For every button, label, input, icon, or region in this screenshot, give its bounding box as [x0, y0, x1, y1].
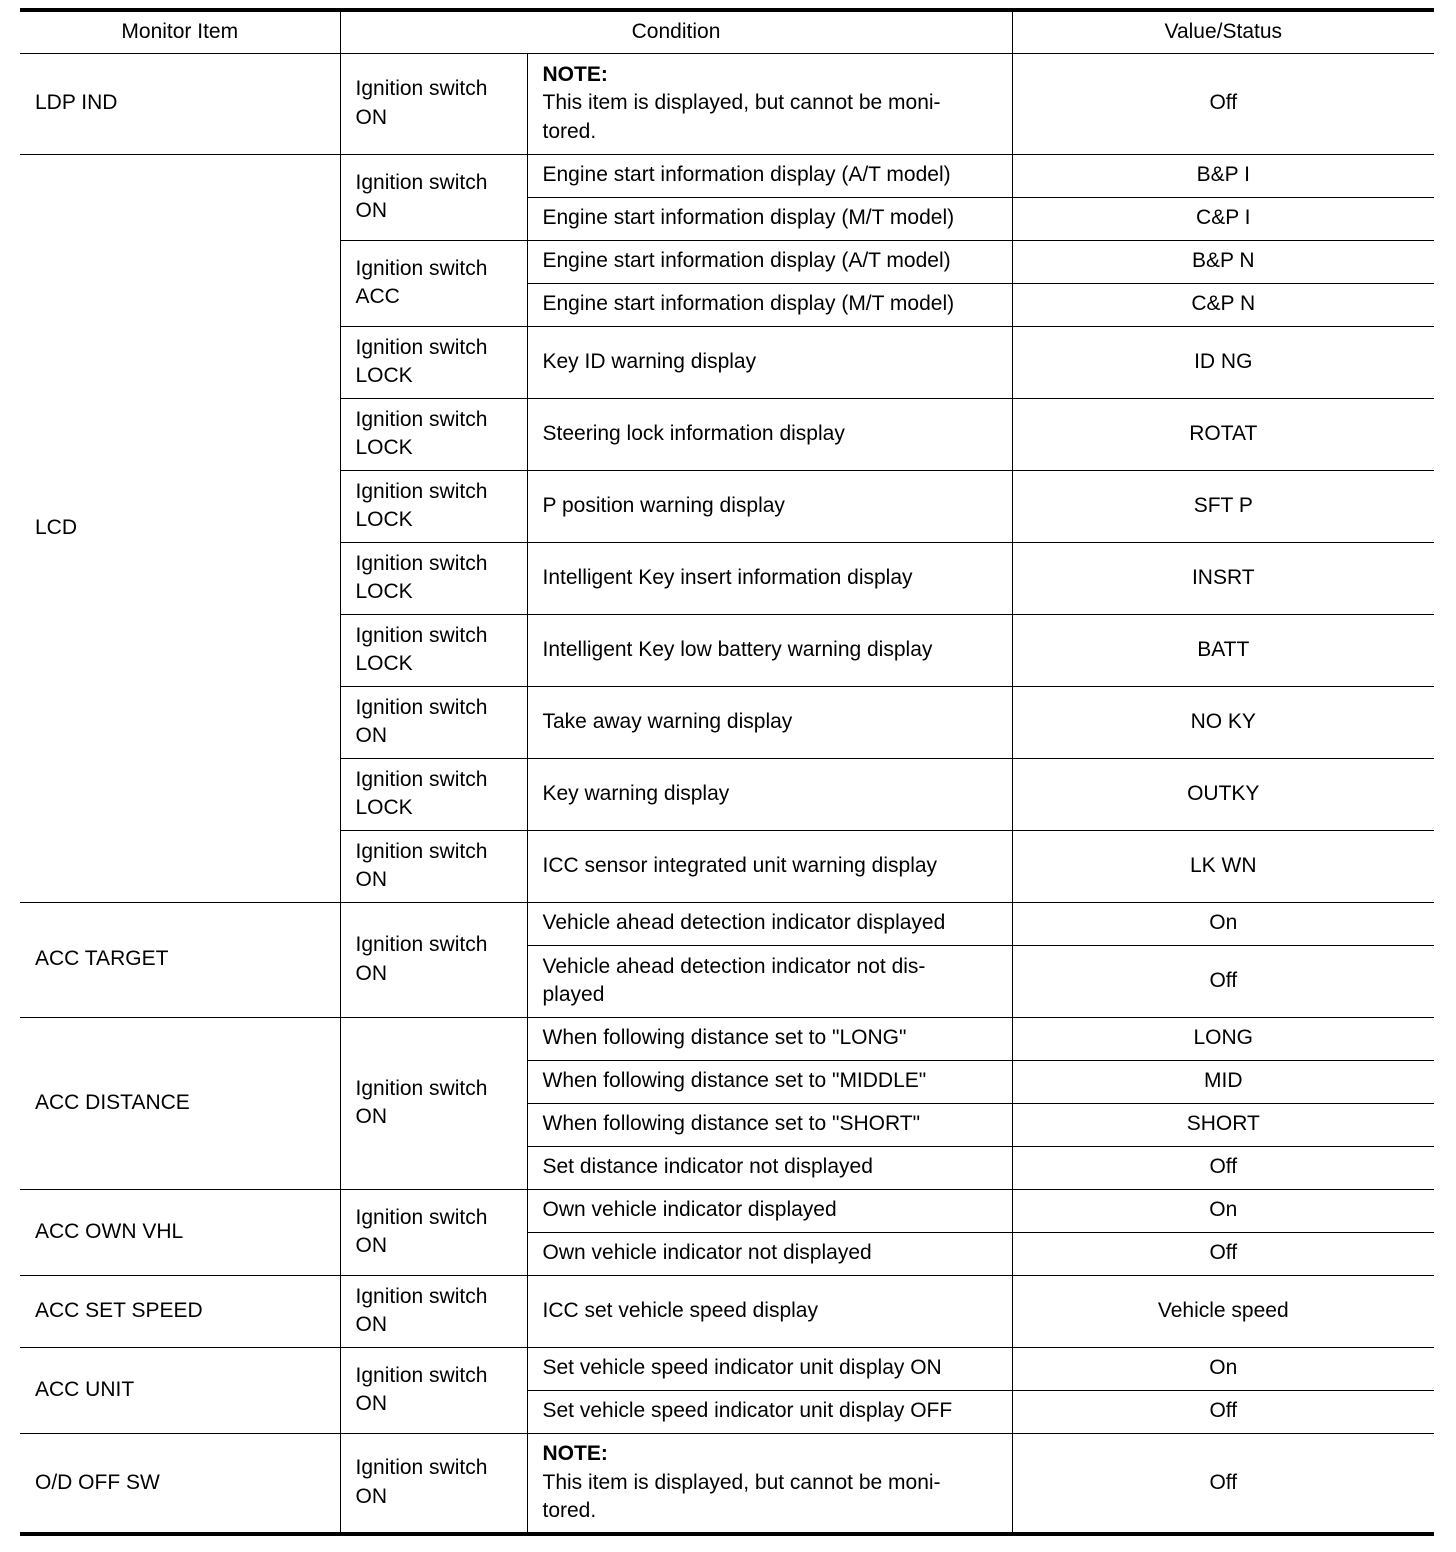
monitor-item-acc-target: ACC TARGET [20, 902, 340, 1017]
ignition-cell [340, 1189, 527, 1275]
ignition-cell [340, 542, 527, 614]
value-cell: C&P I [1012, 197, 1434, 240]
ignition-state: ON [355, 1313, 387, 1336]
ignition-cell [340, 758, 527, 830]
ignition-cell [340, 830, 527, 902]
ignition-cell [340, 614, 527, 686]
value-cell: SFT P [1012, 470, 1434, 542]
ignition-state: LOCK [355, 796, 413, 819]
ignition-state: ON [355, 1105, 387, 1128]
ignition-state: ON [355, 105, 387, 129]
ignition-state: LOCK [355, 580, 413, 603]
table-row [20, 1347, 1434, 1390]
condition-cell: Intelligent Key low battery warning display [527, 614, 1012, 686]
condition-cell: ICC set vehicle speed display [527, 1275, 1012, 1347]
ignition-label: Ignition switch [355, 1205, 488, 1229]
monitor-item-lcd: LCD [20, 154, 340, 902]
condition-cell: Take away warning display [527, 686, 1012, 758]
ignition-label: Ignition switch [355, 767, 488, 791]
value-cell: Off [1012, 1433, 1434, 1534]
value-cell: Vehicle speed [1012, 1275, 1434, 1347]
ignition-state: LOCK [355, 508, 413, 531]
table-row [20, 1275, 1434, 1347]
condition-cell: Engine start information display (M/T model) [527, 283, 1012, 326]
ignition-cell [340, 470, 527, 542]
note-line-1: This item is displayed, but cannot be moni- [542, 91, 941, 115]
condition-line-1: Vehicle ahead detection indicator not dis- [542, 954, 926, 978]
ignition-state: ON [355, 868, 387, 891]
condition-cell: ICC sensor integrated unit warning display [527, 830, 1012, 902]
table-row [20, 1433, 1434, 1534]
ignition-state: ON [355, 1484, 387, 1508]
value-cell: Off [1012, 1146, 1434, 1189]
condition-line-2: played [542, 983, 605, 1006]
ignition-state: ON [355, 1234, 387, 1257]
ignition-label: Ignition switch [355, 623, 488, 647]
monitor-item-ldp-ind: LDP IND [20, 53, 340, 154]
value-cell: C&P N [1012, 283, 1434, 326]
header-value-status: Value/Status [1012, 10, 1434, 53]
note-title: NOTE: [542, 1442, 608, 1465]
ignition-state: ON [355, 199, 387, 222]
ignition-label: Ignition switch [355, 1363, 488, 1387]
ignition-cell [340, 1275, 527, 1347]
table-row [20, 1017, 1434, 1060]
ignition-state: ON [355, 961, 387, 985]
ignition-state: ACC [355, 285, 400, 308]
ignition-label: Ignition switch [355, 1456, 488, 1480]
ignition-label: Ignition switch [355, 1284, 488, 1308]
ignition-cell [340, 1433, 527, 1534]
condition-cell: Engine start information display (M/T model) [527, 197, 1012, 240]
condition-cell [527, 53, 1012, 154]
ignition-cell [340, 902, 527, 1017]
condition-cell: Set vehicle speed indicator unit display OFF [527, 1390, 1012, 1433]
ignition-cell [340, 326, 527, 398]
ignition-label: Ignition switch [355, 77, 488, 100]
condition-cell [527, 945, 1012, 1017]
table-row [20, 902, 1434, 945]
ignition-label: Ignition switch [355, 479, 488, 503]
value-cell: SHORT [1012, 1103, 1434, 1146]
ignition-cell [340, 1347, 527, 1433]
ignition-label: Ignition switch [355, 839, 488, 863]
ignition-cell [340, 1017, 527, 1189]
ignition-label: Ignition switch [355, 170, 488, 194]
monitor-item-acc-set-speed: ACC SET SPEED [20, 1275, 340, 1347]
ignition-state: ON [355, 724, 387, 747]
value-cell: Off [1012, 1390, 1434, 1433]
value-cell: LK WN [1012, 830, 1434, 902]
header-condition: Condition [340, 10, 1012, 53]
ignition-cell [340, 53, 527, 154]
ignition-label: Ignition switch [355, 407, 488, 431]
condition-cell: Engine start information display (A/T model) [527, 240, 1012, 283]
value-cell: Off [1012, 945, 1434, 1017]
value-cell: BATT [1012, 614, 1434, 686]
value-cell: Off [1012, 1232, 1434, 1275]
condition-cell: Engine start information display (A/T model) [527, 154, 1012, 197]
condition-cell: Steering lock information display [527, 398, 1012, 470]
table-row [20, 53, 1434, 154]
header-monitor-item: Monitor Item [20, 10, 340, 53]
monitor-item-od-off-sw: O/D OFF SW [20, 1433, 340, 1534]
condition-cell: When following distance set to "LONG" [527, 1017, 1012, 1060]
value-cell: LONG [1012, 1017, 1434, 1060]
note-title: NOTE: [542, 62, 608, 86]
ignition-label: Ignition switch [355, 695, 488, 719]
condition-cell: Key ID warning display [527, 326, 1012, 398]
condition-cell: Vehicle ahead detection indicator displayed [527, 902, 1012, 945]
ignition-label: Ignition switch [355, 335, 488, 359]
value-cell: B&P N [1012, 240, 1434, 283]
note-line-2: tored. [542, 1499, 597, 1522]
ignition-state: ON [355, 1392, 387, 1415]
table-header-row [20, 10, 1434, 53]
condition-cell: Own vehicle indicator displayed [527, 1189, 1012, 1232]
condition-cell: Key warning display [527, 758, 1012, 830]
condition-cell: Intelligent Key insert information display [527, 542, 1012, 614]
ignition-label: Ignition switch [355, 933, 488, 956]
value-cell: On [1012, 1347, 1434, 1390]
ignition-cell [340, 154, 527, 240]
value-cell: ID NG [1012, 326, 1434, 398]
condition-cell: Own vehicle indicator not displayed [527, 1232, 1012, 1275]
condition-cell: Set distance indicator not displayed [527, 1146, 1012, 1189]
value-cell: On [1012, 1189, 1434, 1232]
value-cell: NO KY [1012, 686, 1434, 758]
value-cell: OUTKY [1012, 758, 1434, 830]
monitor-item-acc-unit: ACC UNIT [20, 1347, 340, 1433]
condition-cell [527, 1433, 1012, 1534]
condition-cell: Set vehicle speed indicator unit display ON [527, 1347, 1012, 1390]
monitor-item-acc-distance: ACC DISTANCE [20, 1017, 340, 1189]
monitor-item-acc-own-vhl: ACC OWN VHL [20, 1189, 340, 1275]
condition-cell: P position warning display [527, 470, 1012, 542]
value-cell: ROTAT [1012, 398, 1434, 470]
ignition-label: Ignition switch [355, 256, 488, 280]
note-line-1: This item is displayed, but cannot be moni- [542, 1470, 941, 1494]
ignition-state: LOCK [355, 652, 413, 675]
value-cell: On [1012, 902, 1434, 945]
monitor-item-table [20, 8, 1434, 1536]
note-line-2: tored. [542, 119, 597, 143]
condition-cell: When following distance set to "SHORT" [527, 1103, 1012, 1146]
ignition-cell [340, 398, 527, 470]
ignition-label: Ignition switch [355, 551, 488, 575]
condition-cell: When following distance set to "MIDDLE" [527, 1060, 1012, 1103]
value-cell: MID [1012, 1060, 1434, 1103]
value-cell: INSRT [1012, 542, 1434, 614]
ignition-state: LOCK [355, 364, 413, 387]
ignition-state: LOCK [355, 436, 413, 459]
table-row [20, 1189, 1434, 1232]
ignition-label: Ignition switch [355, 1076, 488, 1100]
table-row [20, 154, 1434, 197]
ignition-cell [340, 686, 527, 758]
value-cell: Off [1012, 53, 1434, 154]
ignition-cell [340, 240, 527, 326]
value-cell: B&P I [1012, 154, 1434, 197]
